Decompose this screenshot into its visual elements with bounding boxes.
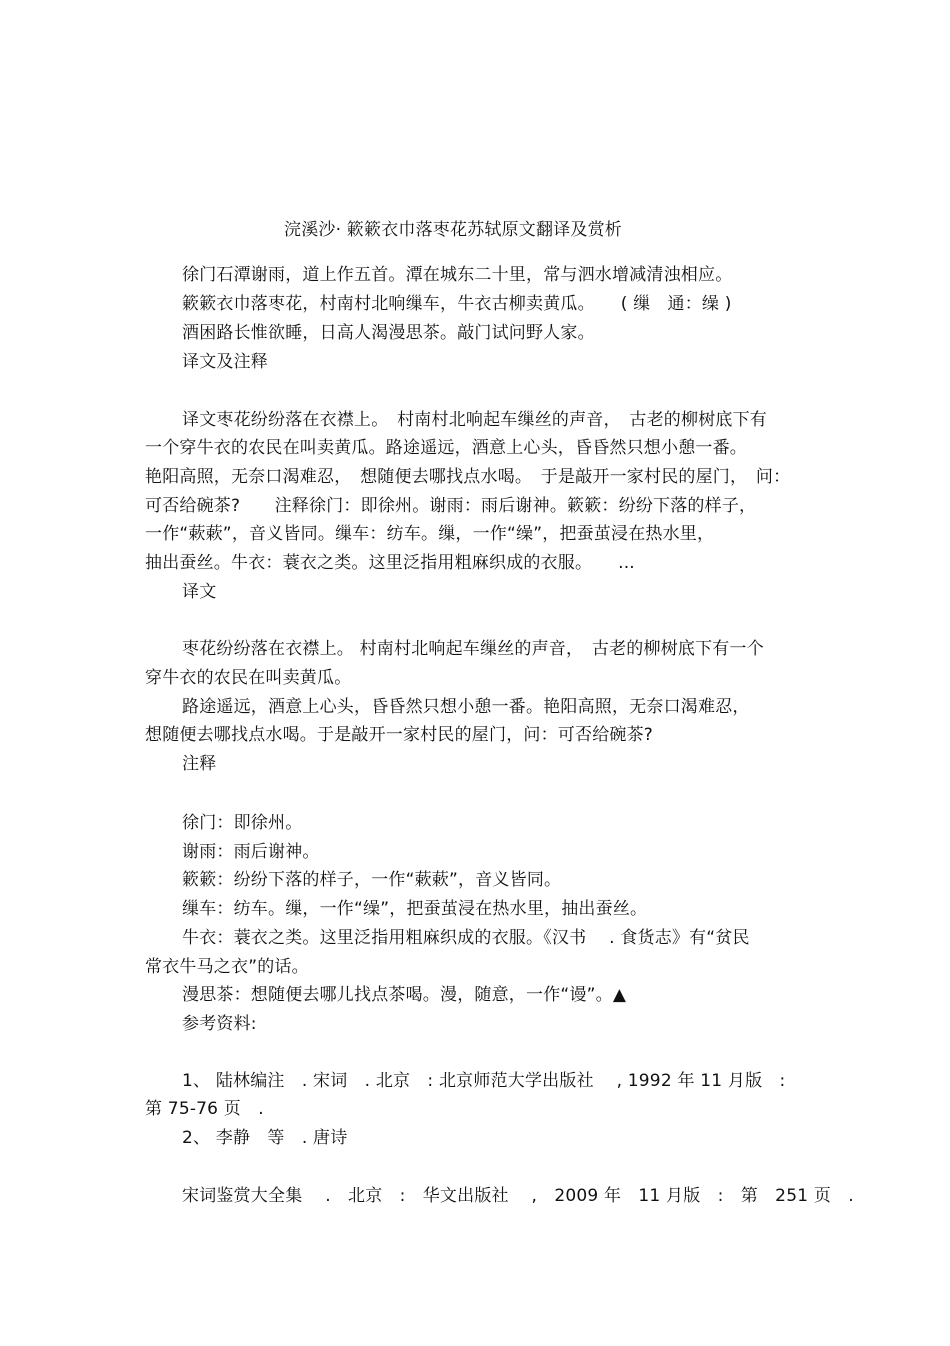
translation-line: 枣花纷纷落在衣襟上。 村南村北响起车缫丝的声音， 古老的柳树底下有一个 bbox=[182, 639, 764, 659]
poem-line: 簌簌衣巾落枣花，村南村北响缫车，牛衣古柳卖黄瓜。 ( 缫 通：缲 ) bbox=[182, 294, 732, 314]
note-line: 常衣牛马之衣”的话。 bbox=[145, 957, 309, 977]
summary-line: 一个穿牛衣的农民在叫卖黄瓜。路途遥远，酒意上心头，昏昏然只想小憩一番。 bbox=[145, 438, 747, 458]
poem-line: 酒困路长惟欲睡，日高人渴漫思茶。敲门试问野人家。 bbox=[182, 323, 595, 343]
summary-line: 一作“蔌蔌”，音义皆同。缫车：纺车。缫，一作“缲”，把蚕茧浸在热水里， bbox=[145, 524, 715, 544]
reference-line: 1、 陆林编注 . 宋词 . 北京 : 北京师范大学出版社 , 1992 年 11 月版 : bbox=[182, 1071, 786, 1091]
section-heading: 参考资料: bbox=[182, 1014, 257, 1034]
summary-line: 译文枣花纷纷落在衣襟上。 村南村北响起车缫丝的声音， 古老的柳树底下有 bbox=[182, 410, 767, 430]
translation-line: 路途遥远，酒意上心头，昏昏然只想小憩一番。艳阳高照，无奈口渴难忍， bbox=[182, 697, 750, 717]
section-heading: 译文 bbox=[182, 582, 217, 602]
reference-line: 宋词鉴赏大全集 . 北京 : 华文出版社 , 2009 年 11 月版 : 第 251 页 . bbox=[182, 1186, 854, 1206]
summary-line: 抽出蚕丝。牛衣：蓑衣之类。这里泛指用粗麻织成的衣服。 ... bbox=[145, 553, 635, 573]
note-line: 谢雨：雨后谢神。 bbox=[182, 842, 320, 862]
note-line: 徐门：即徐州。 bbox=[182, 813, 303, 833]
summary-line: 可否给碗茶? 注释徐门：即徐州。谢雨：雨后谢神。簌簌：纷纷下落的样子， bbox=[145, 496, 757, 516]
note-line: 缫车：纺车。缫，一作“缲”，把蚕茧浸在热水里，抽出蚕丝。 bbox=[182, 899, 648, 919]
note-line: 漫思茶：想随便去哪儿找点茶喝。漫，随意，一作“谩”。▲ bbox=[182, 985, 627, 1005]
section-heading: 译文及注释 bbox=[182, 352, 268, 372]
section-heading: 注释 bbox=[182, 754, 217, 774]
translation-line: 穿牛衣的农民在叫卖黄瓜。 bbox=[145, 668, 352, 688]
poem-line: 徐门石潭谢雨，道上作五首。潭在城东二十里，常与泗水增减清浊相应。 bbox=[182, 265, 733, 285]
reference-line: 第 75-76 页 . bbox=[145, 1099, 264, 1119]
translation-line: 想随便去哪找点水喝。于是敲开一家村民的屋门，问：可否给碗茶? bbox=[145, 725, 654, 745]
note-line: 簌簌：纷纷下落的样子，一作“蔌蔌”，音义皆同。 bbox=[182, 870, 562, 890]
reference-line: 2、 李静 等 . 唐诗 bbox=[182, 1128, 348, 1148]
note-line: 牛衣：蓑衣之类。这里泛指用粗麻织成的衣服。《汉书 . 食货志》有“贫民 bbox=[182, 928, 750, 948]
summary-line: 艳阳高照，无奈口渴难忍， 想随便去哪找点水喝。 于是敲开一家村民的屋门， 问： bbox=[145, 467, 791, 487]
page-title: 浣溪沙· 簌簌衣巾落枣花苏轼原文翻译及赏析 bbox=[284, 220, 623, 240]
